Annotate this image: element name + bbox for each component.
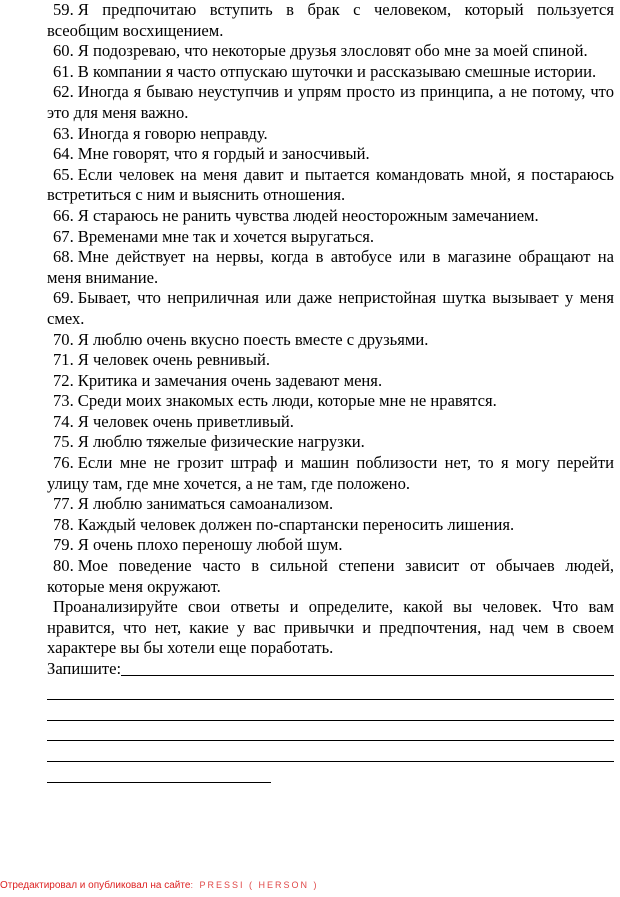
question-number: 79. [53, 535, 74, 555]
question-item [47, 350, 614, 371]
question-text: Я люблю очень вкусно поесть вместе с друзьями. [77, 329, 429, 349]
question-item [47, 535, 614, 556]
answer-line[interactable] [121, 675, 614, 676]
instruction-paragraph: Проанализируйте свои ответы и определите, какой вы человек. Что вам нравится, что нет, какие у вас привычки и предпочтения, над чем в своем характере вы бы хотели еще поработать. [47, 597, 614, 658]
question-number: 66. [53, 205, 74, 225]
question-item [47, 165, 614, 206]
question-item [47, 453, 614, 494]
question-number: 72. [53, 370, 74, 390]
question-number: 73. [53, 391, 74, 411]
question-text: Критика и замечания очень задевают меня. [77, 370, 383, 390]
question-item [47, 144, 614, 165]
question-text: Каждый человек должен по-спартански переносить лишения. [77, 514, 515, 534]
question-text: Я люблю тяжелые физические нагрузки. [77, 432, 365, 452]
question-text: Я люблю заниматься самоанализом. [77, 494, 334, 514]
question-text: Я человек очень приветливый. [77, 411, 294, 431]
question-text: Я очень плохо переношу любой шум. [77, 535, 343, 555]
question-number: 63. [53, 123, 74, 143]
publisher-footer [0, 880, 318, 891]
question-number: 62. [53, 82, 74, 102]
question-item [47, 62, 614, 83]
question-text: Временами мне так и хочется выругаться. [77, 226, 374, 246]
question-number: 78. [53, 514, 74, 534]
answer-line[interactable] [47, 762, 271, 783]
question-text: Среди моих знакомых есть люди, которые мне не нравятся. [77, 391, 497, 411]
question-number: 59. [53, 0, 74, 19]
question-text: В компании я часто отпускаю шуточки и рассказываю смешные истории. [77, 61, 597, 81]
question-item [47, 227, 614, 248]
question-text: Мне говорят, что я гордый и заносчивый. [77, 144, 370, 164]
question-number: 67. [53, 226, 74, 246]
write-label: Запишите: [47, 659, 122, 678]
question-text: Мое поведение часто в сильной степени зависит от обычаев людей, которые меня окружают. [47, 556, 614, 596]
question-number: 61. [53, 61, 74, 81]
question-item [47, 82, 614, 123]
question-item [47, 391, 614, 412]
question-text: Иногда я бываю неуступчив и упрям просто из принципа, а не потому, что это для меня важно. [47, 82, 614, 122]
question-item [47, 515, 614, 536]
question-item [47, 330, 614, 351]
question-number: 74. [53, 411, 74, 431]
question-text: Если человек на меня давит и пытается командовать мной, я постараюсь встретиться с ним и выяснить отношения. [47, 164, 614, 205]
question-item [47, 247, 614, 288]
question-text: Я подозреваю, что некоторые друзья злословят обо мне за моей спиной. [77, 41, 588, 61]
question-number: 80. [53, 556, 74, 576]
footer-site-link[interactable]: : PRESSI ( HERSON ) [190, 880, 319, 890]
footer-text: Отредактировал и опубликовал на сайте [0, 880, 191, 891]
question-item [47, 556, 614, 597]
question-list [47, 0, 614, 597]
answer-line[interactable] [47, 700, 614, 721]
answer-line[interactable] [47, 741, 614, 762]
question-text: Если мне не грозит штраф и машин поблизости нет, то я могу перейти улицу там, где мне хочется, а не там, где положено. [47, 453, 614, 493]
question-text: Мне действует на нервы, когда в автобусе или в магазине обращают на меня внимание. [47, 247, 614, 287]
answer-line[interactable] [47, 721, 614, 742]
question-item [47, 0, 614, 41]
question-item [47, 288, 614, 329]
question-item [47, 412, 614, 433]
question-number: 69. [53, 288, 74, 308]
question-number: 71. [53, 350, 74, 370]
document-page [47, 0, 614, 783]
question-number: 60. [53, 41, 74, 61]
question-number: 75. [53, 432, 74, 452]
question-text: Бывает, что неприличная или даже непристойная шутка вызывает у меня смех. [47, 288, 614, 328]
question-number: 65. [53, 164, 74, 184]
question-item [47, 124, 614, 145]
question-text: Я человек очень ревнивый. [77, 350, 271, 370]
answer-line[interactable] [47, 680, 614, 701]
question-item [47, 432, 614, 453]
question-text: Я стараюсь не ранить чувства людей неосторожным замечанием. [77, 205, 539, 225]
question-number: 70. [53, 329, 74, 349]
question-number: 77. [53, 494, 74, 514]
question-text: Иногда я говорю неправду. [77, 123, 268, 143]
question-number: 64. [53, 144, 74, 164]
question-item [47, 41, 614, 62]
write-prompt-row [47, 659, 614, 680]
question-text: Я предпочитаю вступить в брак с человеком, который пользуется всеобщим восхищением. [47, 0, 614, 40]
question-item [47, 494, 614, 515]
question-number: 68. [53, 247, 74, 267]
question-number: 76. [53, 453, 74, 473]
question-item [47, 206, 614, 227]
question-item [47, 371, 614, 392]
